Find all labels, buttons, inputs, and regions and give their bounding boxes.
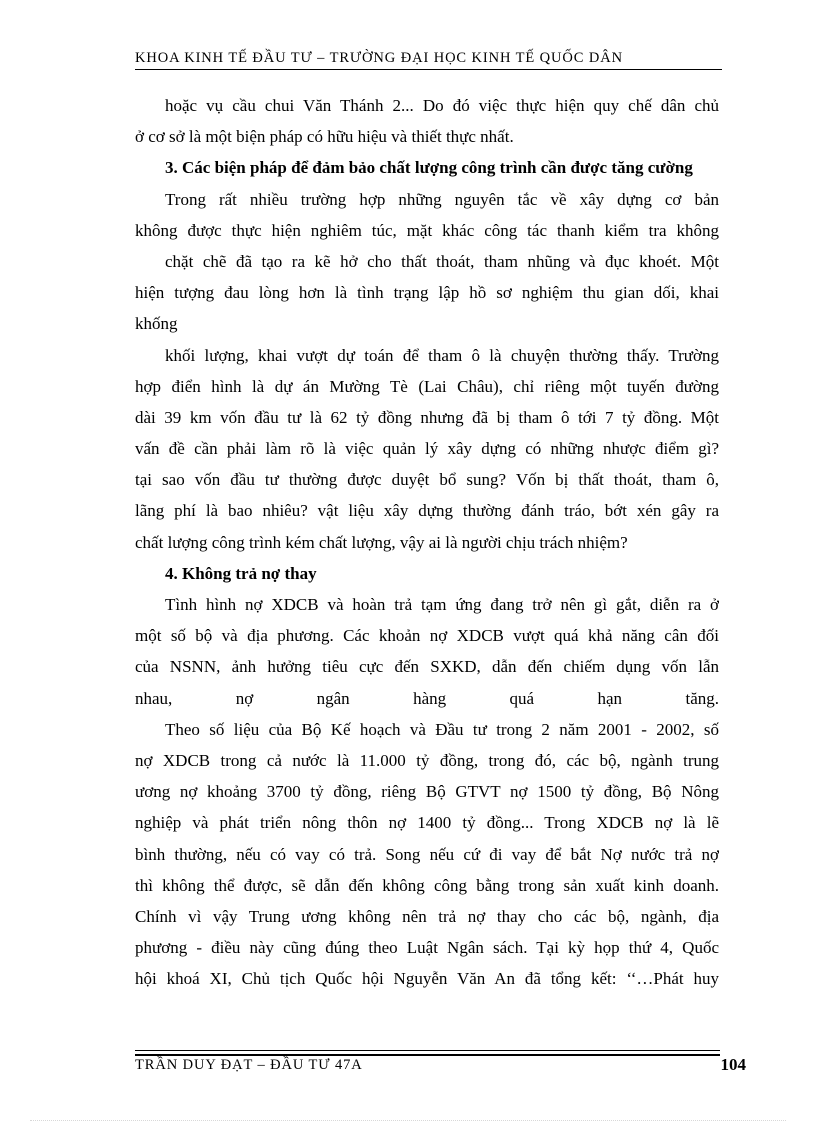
paragraph-line: Theo số liệu của Bộ Kế hoạch và Đầu tư trong 2 năm 2001 - 2002, số (165, 719, 719, 739)
section-heading: 4. Không trả nợ thay (165, 563, 317, 583)
paragraph-line: Tình hình nợ XDCB và hoàn trả tạm ứng đang trở nên gì gắt, diễn ra ở (165, 595, 719, 614)
body-text (135, 90, 719, 994)
paragraph-line: hiện tượng đau lòng hơn là tình trạng lập hồ sơ nghiệm thu gian dối, khai (135, 283, 719, 303)
paragraph-line: nợ XDCB trong cả nước là 11.000 tỷ đồng, trong đó, các bộ, ngành trung (135, 750, 719, 770)
paragraph-line: hoặc vụ cầu chui Văn Thánh 2... Do đó việc thực hiện quy chế dân chủ (165, 96, 719, 115)
paragraph-line: hợp điển hình là dự án Mường Tè (Lai Châu), chỉ riêng một tuyến đường (135, 376, 719, 396)
paragraph-line: khống (135, 314, 178, 334)
paragraph-line: vấn đề cần phải làm rõ là việc quản lý xây dựng có những nhược điểm gì? (135, 439, 719, 459)
paragraph-line: tại sao vốn đầu tư thường được duyệt bổ sung? Vốn bị thất thoát, tham ô, (135, 470, 719, 490)
paragraph-line: lãng phí là bao nhiêu? vật liệu xây dựng thường đánh tráo, bớt xén gây ra (135, 501, 719, 521)
paragraph-line: chặt chẽ đã tạo ra kẽ hở cho thất thoát, tham nhũng và đục khoét. Một (165, 251, 719, 271)
paragraph-line: ở cơ sở là một biện pháp có hữu hiệu và thiết thực nhất. (135, 127, 514, 147)
paragraph-line: ương nợ khoảng 3700 tỷ đồng, riêng Bộ GTVT nợ 1500 tỷ đồng, Bộ Nông (135, 782, 719, 802)
header-rule (135, 69, 722, 70)
footer-rule-thin (135, 1050, 720, 1051)
paragraph-line: Chính vì vậy Trung ương không nên trả nợ thay cho các bộ, ngành, địa (135, 906, 719, 926)
paragraph-line: nghiệp và phát triển nông thôn nợ 1400 tỷ đồng... Trong XDCB nợ là lẽ (135, 813, 719, 833)
paragraph-line: Trong rất nhiều trường hợp những nguyên tắc về xây dựng cơ bản (165, 189, 719, 209)
paragraph-line: thì không thể được, sẽ dẫn đến không công bằng trong sản xuất kinh doanh. (135, 875, 719, 895)
paragraph-line: nhau, nợ ngân hàng quá hạn tăng. (135, 688, 719, 708)
paragraph-line: của NSNN, ảnh hưởng tiêu cực đến SXKD, dẫn đến chiếm dụng vốn lẫn (135, 657, 719, 677)
footer-rule-thick (135, 1054, 720, 1056)
footer-author: TRẦN DUY ĐẠT – ĐẦU TƯ 47A (135, 1057, 363, 1073)
section-heading: 3. Các biện pháp để đảm bảo chất lượng công trình cần được tăng cường (165, 158, 693, 178)
paragraph-line: không được thực hiện nghiêm túc, mặt khác công tác thanh kiểm tra không (135, 220, 719, 240)
paragraph-line: một số bộ và địa phương. Các khoản nợ XDCB vượt quá khả năng cân đối (135, 626, 719, 646)
page-number: 104 (720, 1055, 746, 1074)
paragraph-line: chất lượng công trình kém chất lượng, vậy ai là người chịu trách nhiệm? (135, 532, 628, 552)
paragraph-line: khối lượng, khai vượt dự toán để tham ô là chuyện thường thấy. Trường (165, 345, 719, 365)
paragraph-line: phương - điều này cũng đúng theo Luật Ngân sách. Tại kỳ họp thứ 4, Quốc (135, 938, 719, 958)
paragraph-line: bình thường, nếu có vay có trả. Song nếu cứ đi vay để bắt Nợ nước trả nợ (135, 844, 719, 864)
paragraph-line: hội khoá XI, Chủ tịch Quốc hội Nguyễn Văn An đã tổng kết: ‘‘…Phát huy (135, 969, 719, 989)
paragraph-line: dài 39 km vốn đầu tư là 62 tỷ đồng nhưng đã bị tham ô tới 7 tỷ đồng. Một (135, 407, 719, 427)
running-header: KHOA KINH TẾ ĐẦU TƯ – TRƯỜNG ĐẠI HỌC KINH TẾ QUỐC DÂN (135, 50, 624, 66)
page-edge-divider (30, 1120, 786, 1121)
